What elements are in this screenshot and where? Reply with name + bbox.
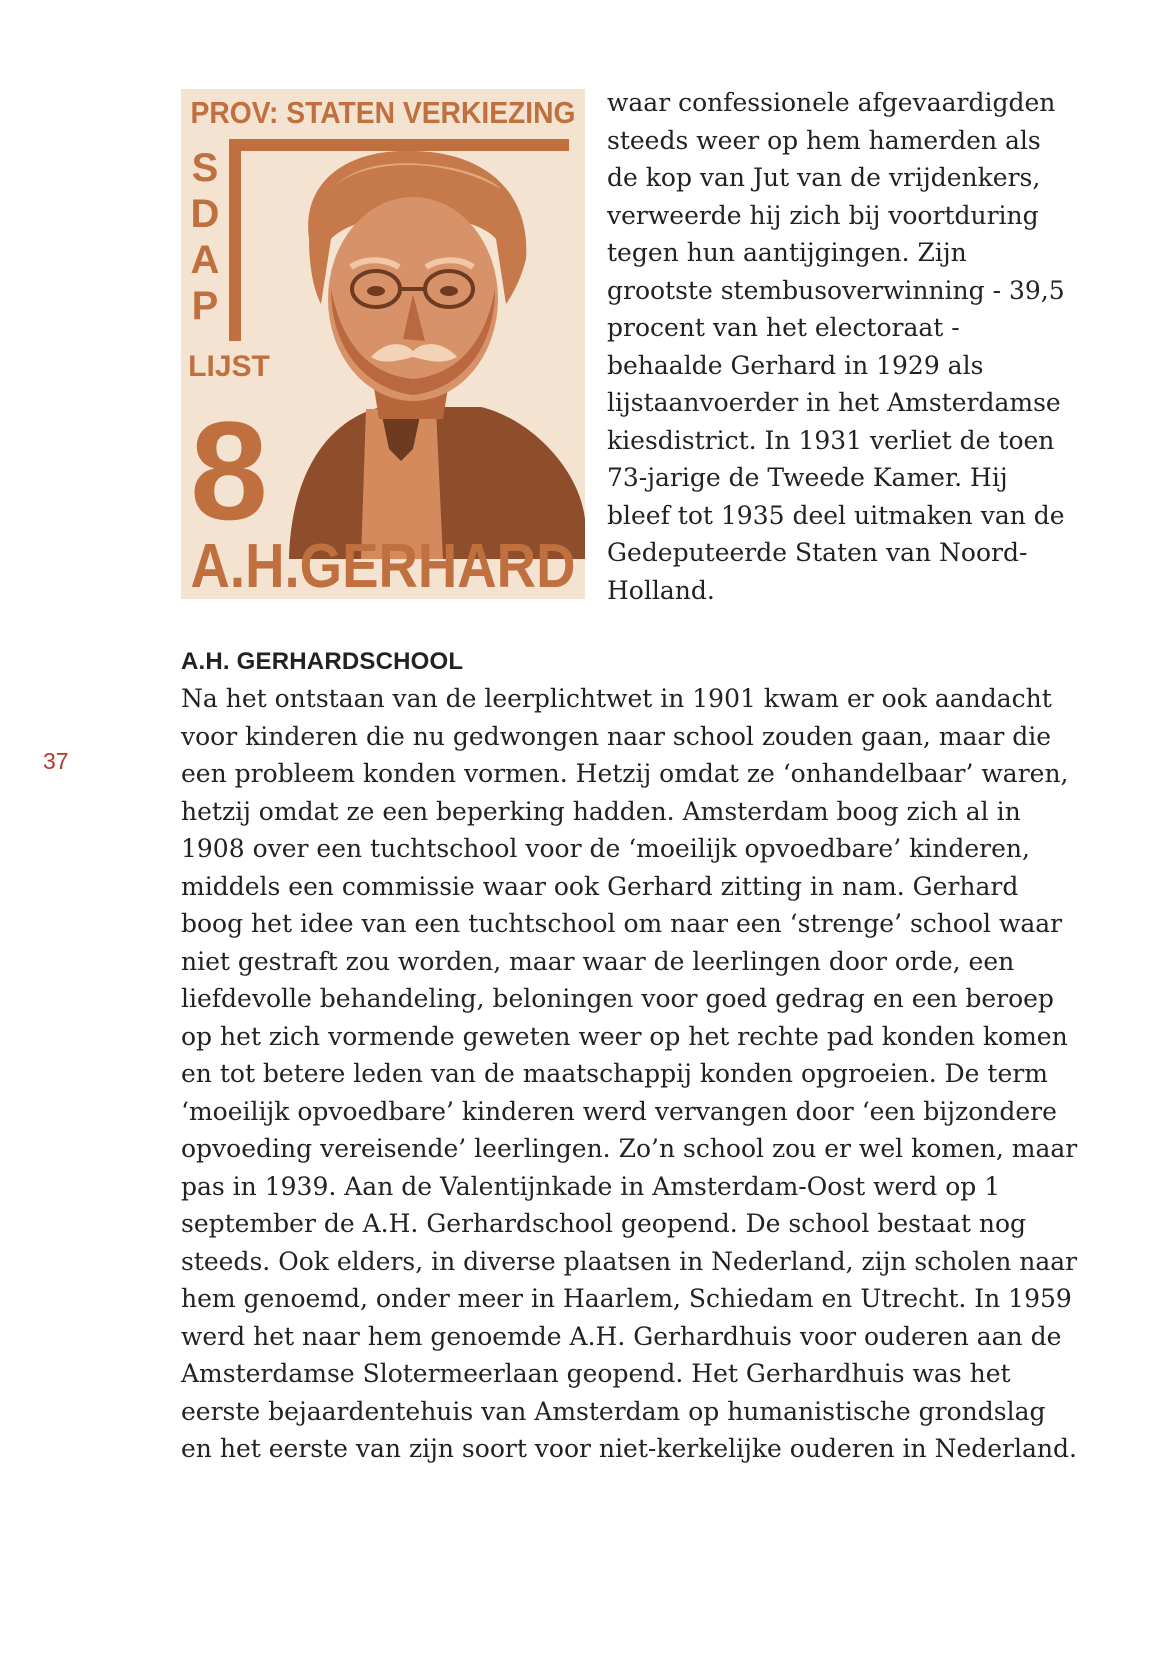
- page-number: 37: [43, 748, 69, 774]
- poster-artist-signature: Mulder: [532, 486, 570, 497]
- election-poster: [181, 89, 585, 599]
- poster-letter-p: P: [191, 284, 219, 328]
- intro-paragraph: waar confessionele afgevaardigden steeds weer op hem hamerden als de kop van Jut van de vrijdenkers, verweerde hij zich bij voortduring tegen hun aantijgingen. Zijn grootste stembusoverwinning - 39,5 procent van het electoraat - behaalde Gerhard in 1929 als lijstaanvoerder in het Amsterdamse kiesdistrict. In 1931 verliet de toen 73-jarige de Tweede Kamer. Hij bleef tot 1935 deel uitmaken van de Gedeputeerde Staten van Noord-Holland.: [607, 88, 1065, 605]
- poster-list-number: 8: [190, 392, 268, 549]
- poster-letter-s: S: [191, 146, 219, 190]
- section-body: Na het ontstaan van de leerplichtwet in 1901 kwam er ook aandacht voor kinderen die nu gedwongen naar school zouden gaan, maar die een probleem konden vormen. Hetzij omdat ze ‘onhandelbaar’ waren, hetzij omdat ze een beperking hadden. Amsterdam boog zich al in 1908 over een tuchtschool voor de ‘moeilijk opvoedbare’ kinderen, middels een commissie waar ook Gerhard zitting in nam. Gerhard boog het idee van een tuchtschool om naar een ‘strenge’ school waar niet gestraft zou worden, maar waar de leerlingen door orde, een liefdevolle behandeling, beloningen voor goed gedrag en een beroep op het zich vormende geweten weer op het rechte pad konden komen en tot betere leden van de maatschappij konden opgroeien. De term ‘moeilijk opvoedbare’ kinderen werd vervangen door ‘een bijzondere opvoeding vereisende’ leerlingen. Zo’n school zou er wel komen, maar pas in 1939. Aan de Valentijnkade in Amsterdam-Oost werd op 1 september de A.H. Gerhardschool geopend. De school bestaat nog steeds. Ook elders, in diverse plaatsen in Nederland, zijn scholen naar hem genoemd, onder meer in Haarlem, Schiedam en Utrecht. In 1959 werd het naar hem genoemde A.H. Gerhardhuis voor ouderen aan de Amsterdamse Slotermeerlaan geopend. Het Gerhardhuis was het eerste bejaardentehuis van Amsterdam op humanistische grondslag en het eerste van zijn soort voor niet-kerkelijke ouderen in Nederland.: [181, 684, 1078, 1463]
- section-heading: A.H. GERHARDSCHOOL: [181, 648, 464, 675]
- poster-top-text: PROV: STATEN VERKIEZING: [190, 95, 576, 130]
- poster-letter-d: D: [190, 192, 220, 236]
- poster-letter-a: A: [190, 238, 220, 282]
- gerhardschool-section: [181, 648, 1081, 1468]
- poster-name: A.H.GERHARD: [190, 532, 576, 599]
- poster-list-label: LIJST: [188, 350, 270, 383]
